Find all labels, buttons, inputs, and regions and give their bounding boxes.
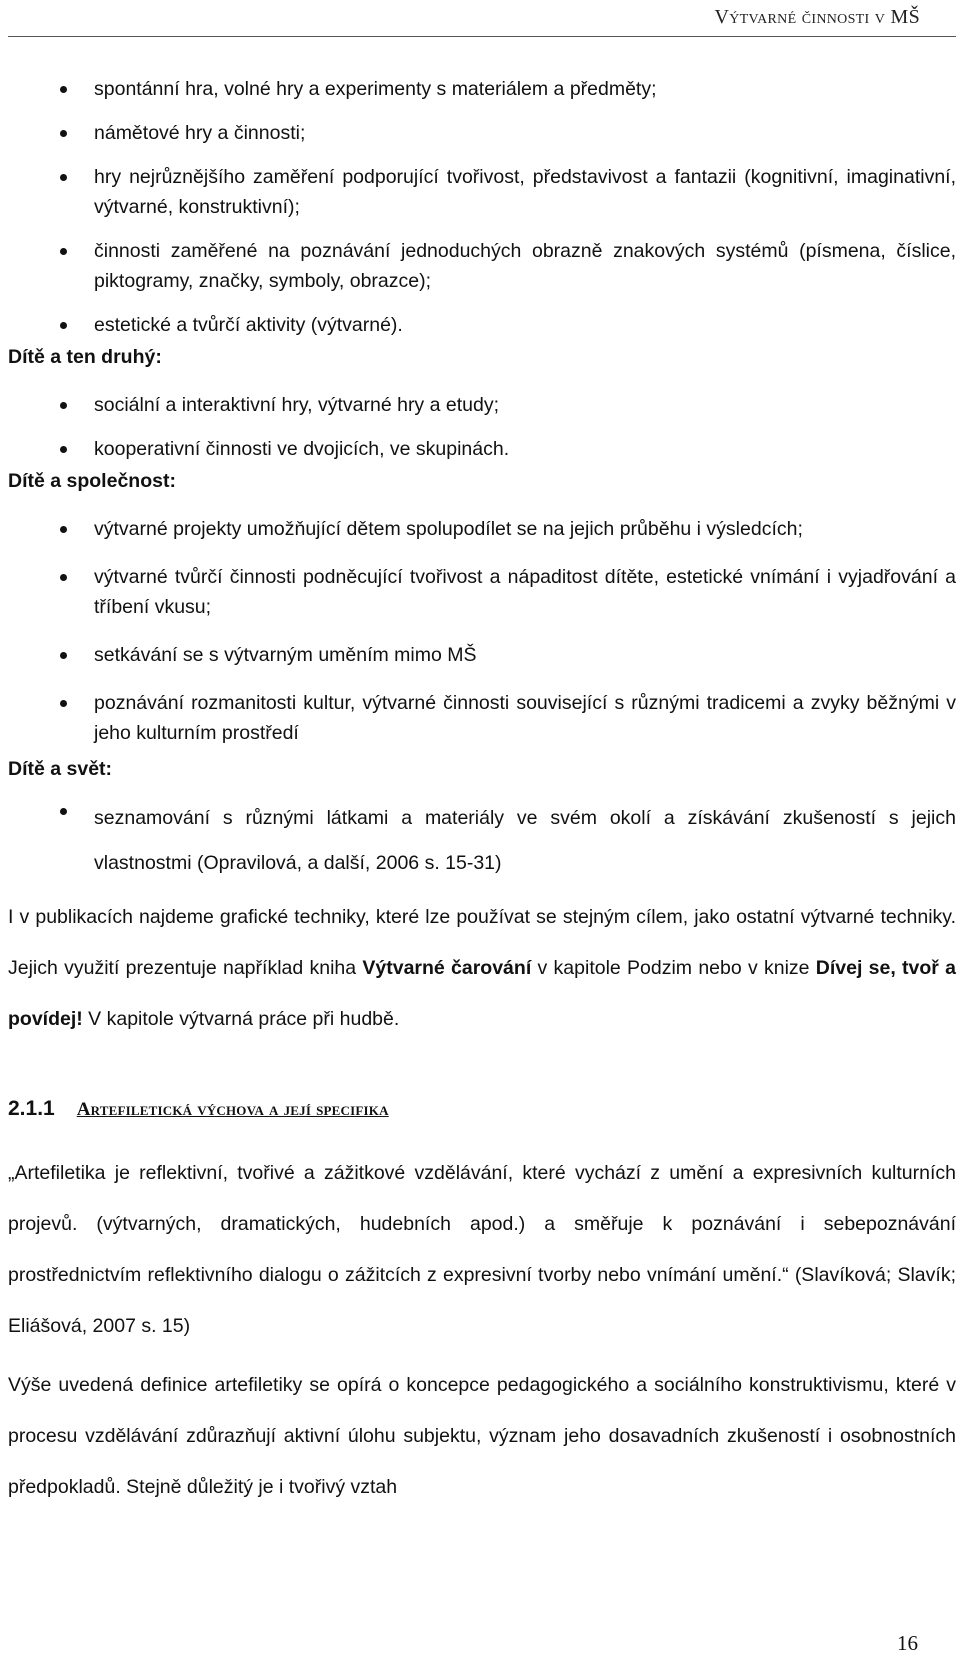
list-item: výtvarné projekty umožňující dětem spolupodílet se na jejich průběhu i výsledcích; <box>8 514 956 544</box>
section-label-child-and-society: Dítě a společnost: <box>8 470 176 492</box>
activity-list-three <box>8 514 956 748</box>
page-content <box>8 74 956 1513</box>
book-title-vytvarne-carovani: Výtvarné čarování <box>362 957 532 979</box>
list-item: spontánní hra, volné hry a experimenty s materiálem a předměty; <box>8 74 956 104</box>
list-item: činnosti zaměřené na poznávání jednoduchých obrazně znakových systémů (písmena, číslice, piktogramy, značky, symboly, obrazce); <box>8 236 956 296</box>
paragraph-text: v kapitole Podzim nebo v knize <box>531 957 816 979</box>
list-item: setkávání se s výtvarným uměním mimo MŠ <box>8 640 956 670</box>
running-header-rest: ýtvarné činnosti v MŠ <box>729 6 920 28</box>
paragraph-text: I v publikacích najdeme grafické techniky, které lze používat se stejným cílem, jako ostatní výtvarné techniky. Jejich využití prezentuje například kniha <box>8 906 956 979</box>
list-item: námětové hry a činnosti; <box>8 118 956 148</box>
paragraph-text: V kapitole výtvarná práce při hudbě. <box>82 1008 400 1030</box>
activity-list-one <box>8 74 956 340</box>
running-header <box>715 6 920 29</box>
list-item: sociální a interaktivní hry, výtvarné hry a etudy; <box>8 390 956 420</box>
list-item: výtvarné tvůrčí činnosti podněcující tvořivost a nápaditost dítěte, estetické vnímání i vyjadřování a tříbení vkusu; <box>8 562 956 622</box>
list-item: kooperativní činnosti ve dvojicích, ve skupinách. <box>8 434 956 464</box>
book-title-divej-se: Dívej se, tvoř a povídej! <box>8 957 957 1030</box>
section-title: Artefiletická výchova a její specifika <box>76 1099 389 1120</box>
list-item: seznamování s různými látkami a materiály ve svém okolí a získávání zkušeností s jejich vlastnostmi (Opravilová, a další, 2006 s. 15-31) <box>8 796 956 886</box>
paragraph-artefiletika-definition: „Artefiletika je reflektivní, tvořivé a zážitkové vzdělávání, které vychází z umění a expresivních kulturních projevů. (výtvarných, dramatických, hudebních apod.) a směřuje k poznávání i sebepoznávání prostřednictvím reflektivního dialogu o zážitcích z expresivní tvorby nebo vnímání umění.“ (Slavíková; Slavík; Eliášová, 2007 s. 15) <box>8 1162 956 1337</box>
page-number: 16 <box>897 1631 918 1655</box>
section-label-child-and-world: Dítě a svět: <box>8 758 113 780</box>
paragraph-artefiletika-concept: Výše uvedená definice artefiletiky se opírá o koncepce pedagogického a sociálního konstruktivismu, které v procesu vzdělávání zdůrazňují aktivní úlohu subjektu, význam jeho dosavadních zkušeností i osobnostních předpokladů. Stejně důležitý je i tvořivý vztah <box>8 1374 956 1498</box>
section-number: 2.1.1 <box>8 1097 55 1120</box>
list-item: hry nejrůznějšího zaměření podporující tvořivost, představivost a fantazii (kognitivní, imaginativní, výtvarné, konstruktivní); <box>8 162 956 222</box>
header-rule <box>8 36 956 37</box>
activity-list-two <box>8 390 956 464</box>
list-item: poznávání rozmanitosti kultur, výtvarné činnosti související s různými tradicemi a zvyky běžnými v jeho kulturním prostředí <box>8 688 956 748</box>
paragraph-graphic-techniques <box>8 892 956 1045</box>
section-heading <box>8 1089 956 1130</box>
running-header-initial: V <box>714 6 730 28</box>
section-label-child-and-other: Dítě a ten druhý: <box>8 346 162 368</box>
list-item: estetické a tvůrčí aktivity (výtvarné). <box>8 310 956 340</box>
activity-list-four <box>8 796 956 886</box>
